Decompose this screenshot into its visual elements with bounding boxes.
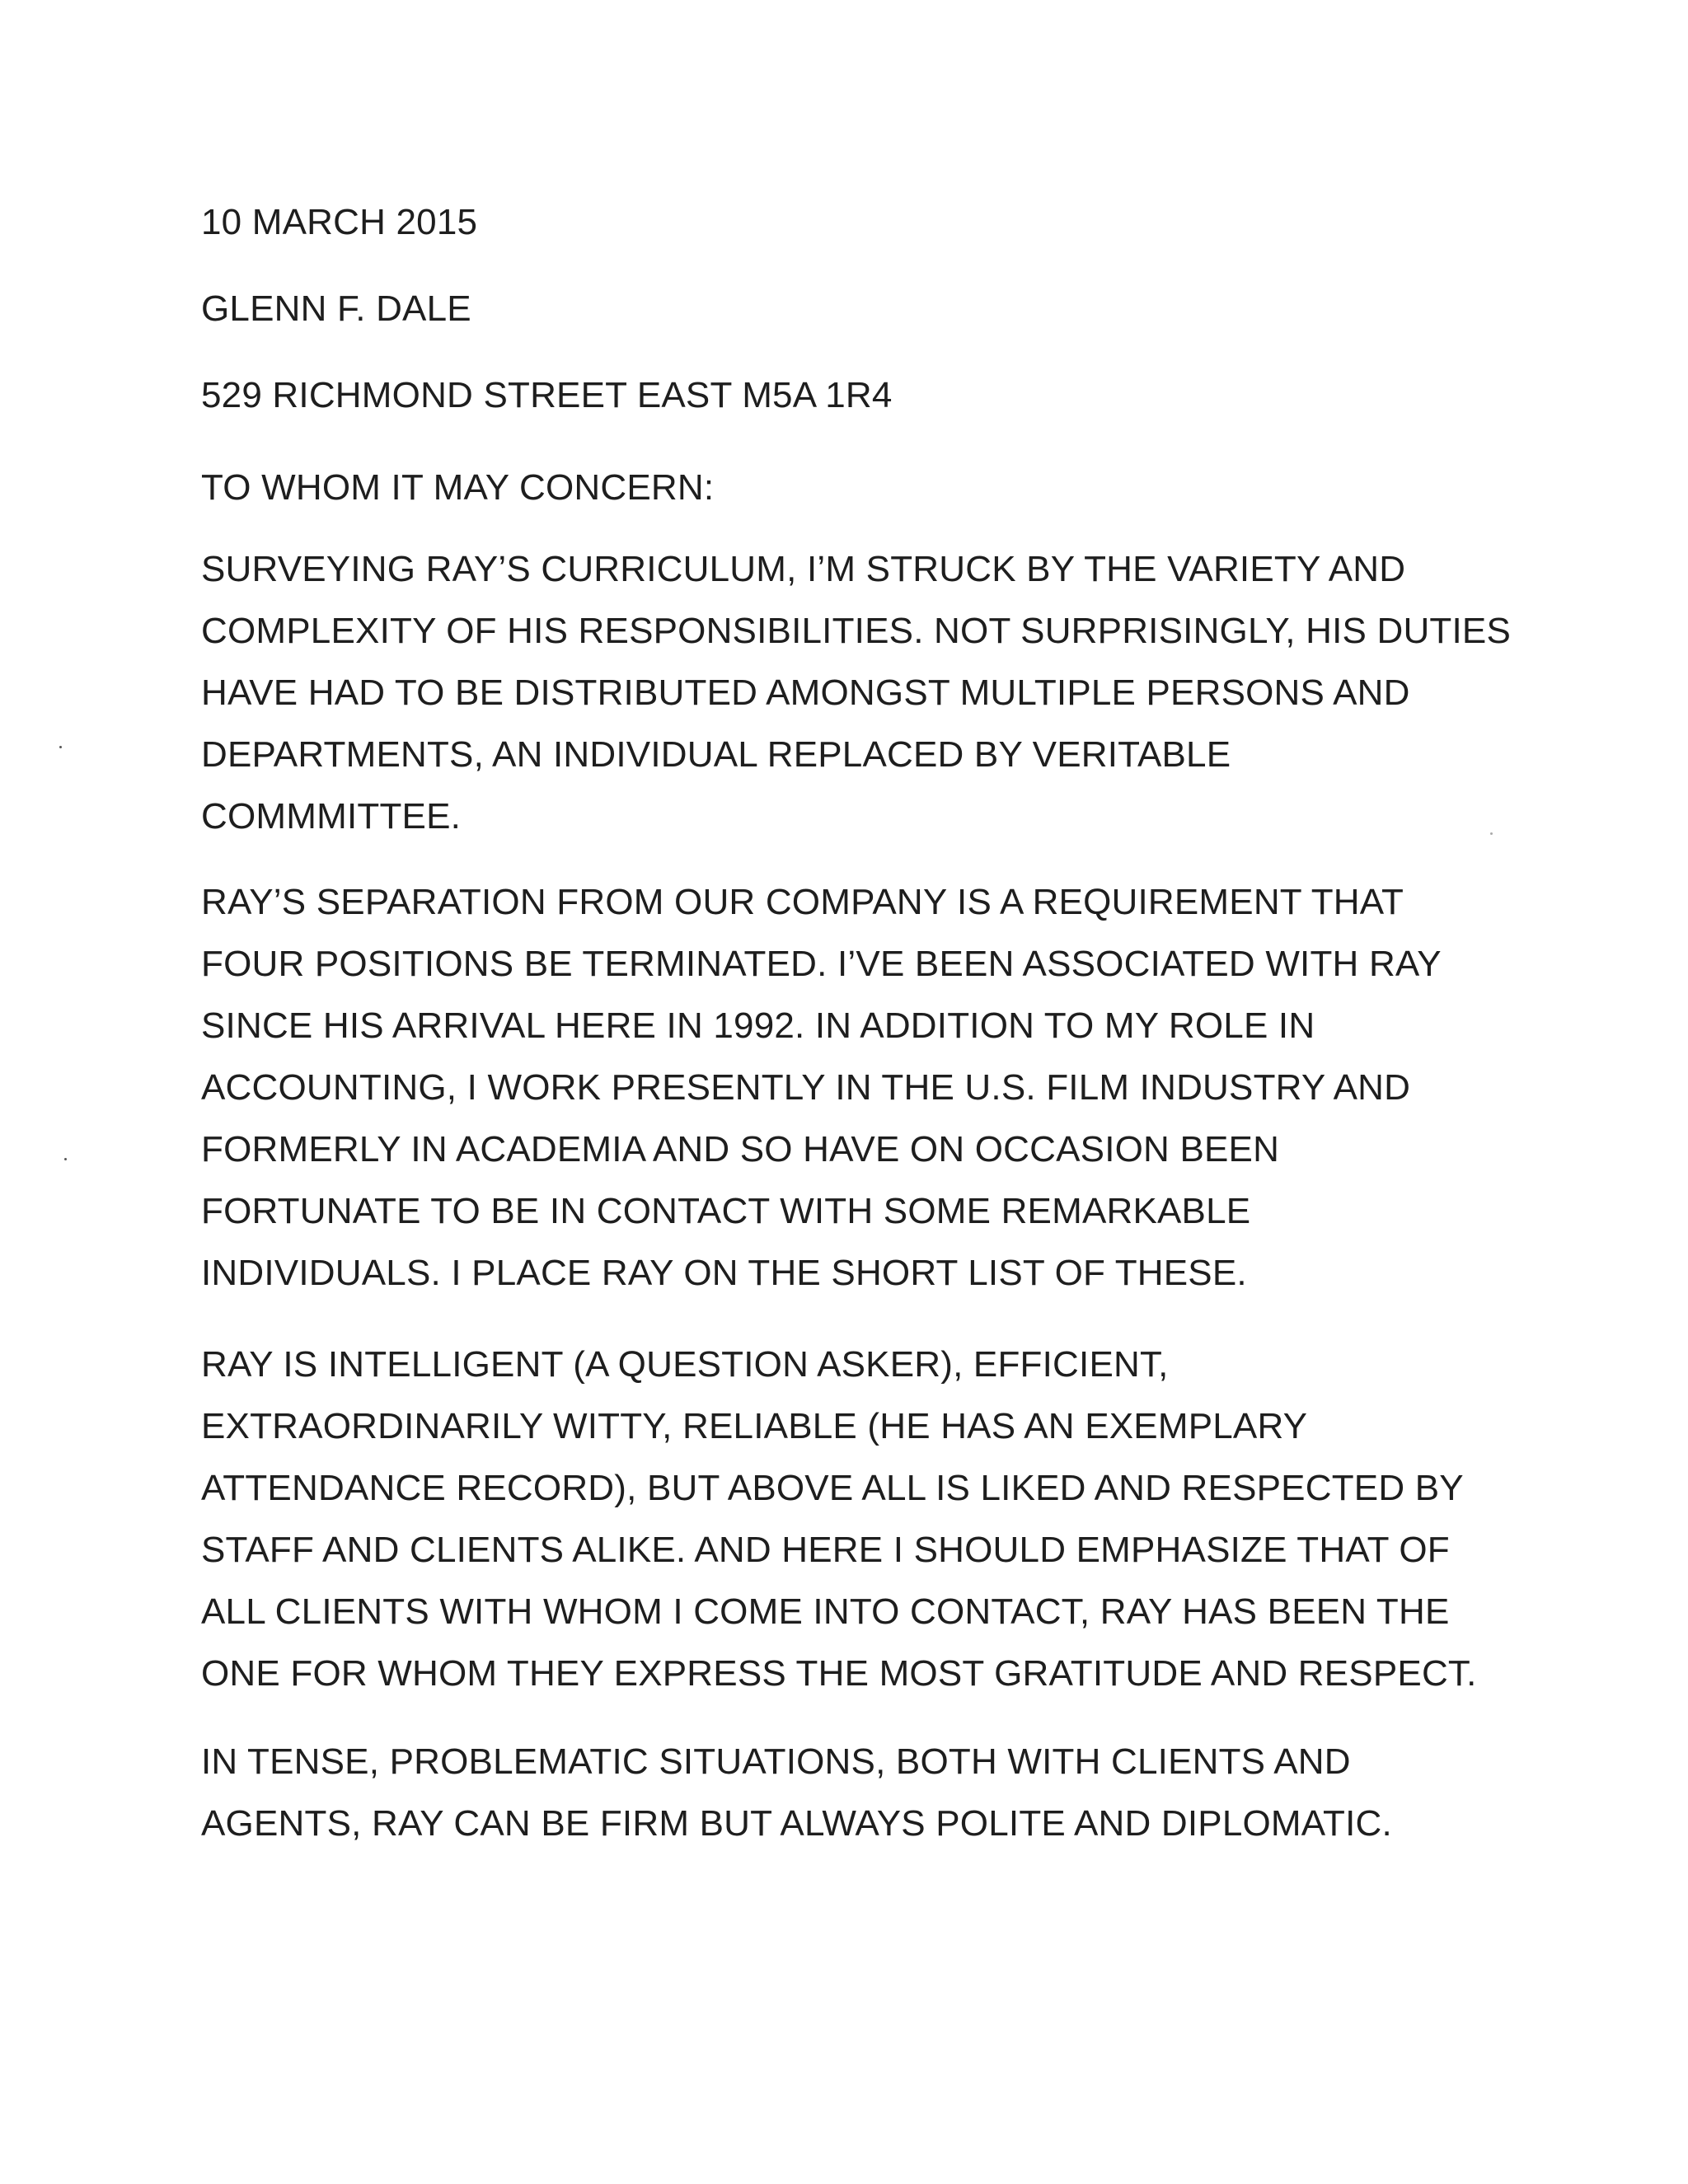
paragraph-line: ONE FOR WHOM THEY EXPRESS THE MOST GRATITUDE AND RESPECT. xyxy=(201,1653,1477,1694)
paragraph-line: DEPARTMENTS, AN INDIVIDUAL REPLACED BY VERITABLE xyxy=(201,734,1231,775)
paragraph-line: INDIVIDUALS. I PLACE RAY ON THE SHORT LIST OF THESE. xyxy=(201,1253,1247,1293)
paragraph-line: FOUR POSITIONS BE TERMINATED. I’VE BEEN ASSOCIATED WITH RAY xyxy=(201,944,1442,984)
scan-speck xyxy=(1490,832,1493,835)
paragraph-line: SURVEYING RAY’S CURRICULUM, I’M STRUCK BY THE VARIETY AND xyxy=(201,549,1406,589)
sender-name: GLENN F. DALE xyxy=(201,288,471,329)
paragraph-line: RAY IS INTELLIGENT (A QUESTION ASKER), EFFICIENT, xyxy=(201,1344,1169,1385)
paragraph-line: COMMMITTEE. xyxy=(201,796,462,837)
paragraph-line: ACCOUNTING, I WORK PRESENTLY IN THE U.S. FILM INDUSTRY AND xyxy=(201,1067,1411,1108)
scan-speck xyxy=(59,746,62,748)
paragraph-line: RAY’S SEPARATION FROM OUR COMPANY IS A REQUIREMENT THAT xyxy=(201,882,1404,922)
paragraph-line: AGENTS, RAY CAN BE FIRM BUT ALWAYS POLITE AND DIPLOMATIC. xyxy=(201,1803,1392,1844)
paragraph-line: STAFF AND CLIENTS ALIKE. AND HERE I SHOULD EMPHASIZE THAT OF xyxy=(201,1530,1450,1570)
paragraph-line: ATTENDANCE RECORD), BUT ABOVE ALL IS LIKED AND RESPECTED BY xyxy=(201,1468,1464,1508)
paragraph-line: FORTUNATE TO BE IN CONTACT WITH SOME REMARKABLE xyxy=(201,1191,1251,1231)
paragraph-line: FORMERLY IN ACADEMIA AND SO HAVE ON OCCASION BEEN xyxy=(201,1129,1280,1169)
paragraph-line: EXTRAORDINARILY WITTY, RELIABLE (HE HAS AN EXEMPLARY xyxy=(201,1406,1308,1446)
sender-address: 529 RICHMOND STREET EAST M5A 1R4 xyxy=(201,375,893,415)
paragraph-line: IN TENSE, PROBLEMATIC SITUATIONS, BOTH WITH CLIENTS AND xyxy=(201,1741,1351,1782)
paragraph-line: SINCE HIS ARRIVAL HERE IN 1992. IN ADDITION TO MY ROLE IN xyxy=(201,1005,1315,1046)
scan-speck xyxy=(64,1158,67,1160)
letter-date: 10 MARCH 2015 xyxy=(201,202,478,242)
paragraph-line: ALL CLIENTS WITH WHOM I COME INTO CONTACT, RAY HAS BEEN THE xyxy=(201,1591,1450,1632)
salutation: TO WHOM IT MAY CONCERN: xyxy=(201,467,715,508)
paragraph-line: COMPLEXITY OF HIS RESPONSIBILITIES. NOT SURPRISINGLY, HIS DUTIES xyxy=(201,611,1512,651)
paragraph-line: HAVE HAD TO BE DISTRIBUTED AMONGST MULTIPLE PERSONS AND xyxy=(201,673,1410,713)
